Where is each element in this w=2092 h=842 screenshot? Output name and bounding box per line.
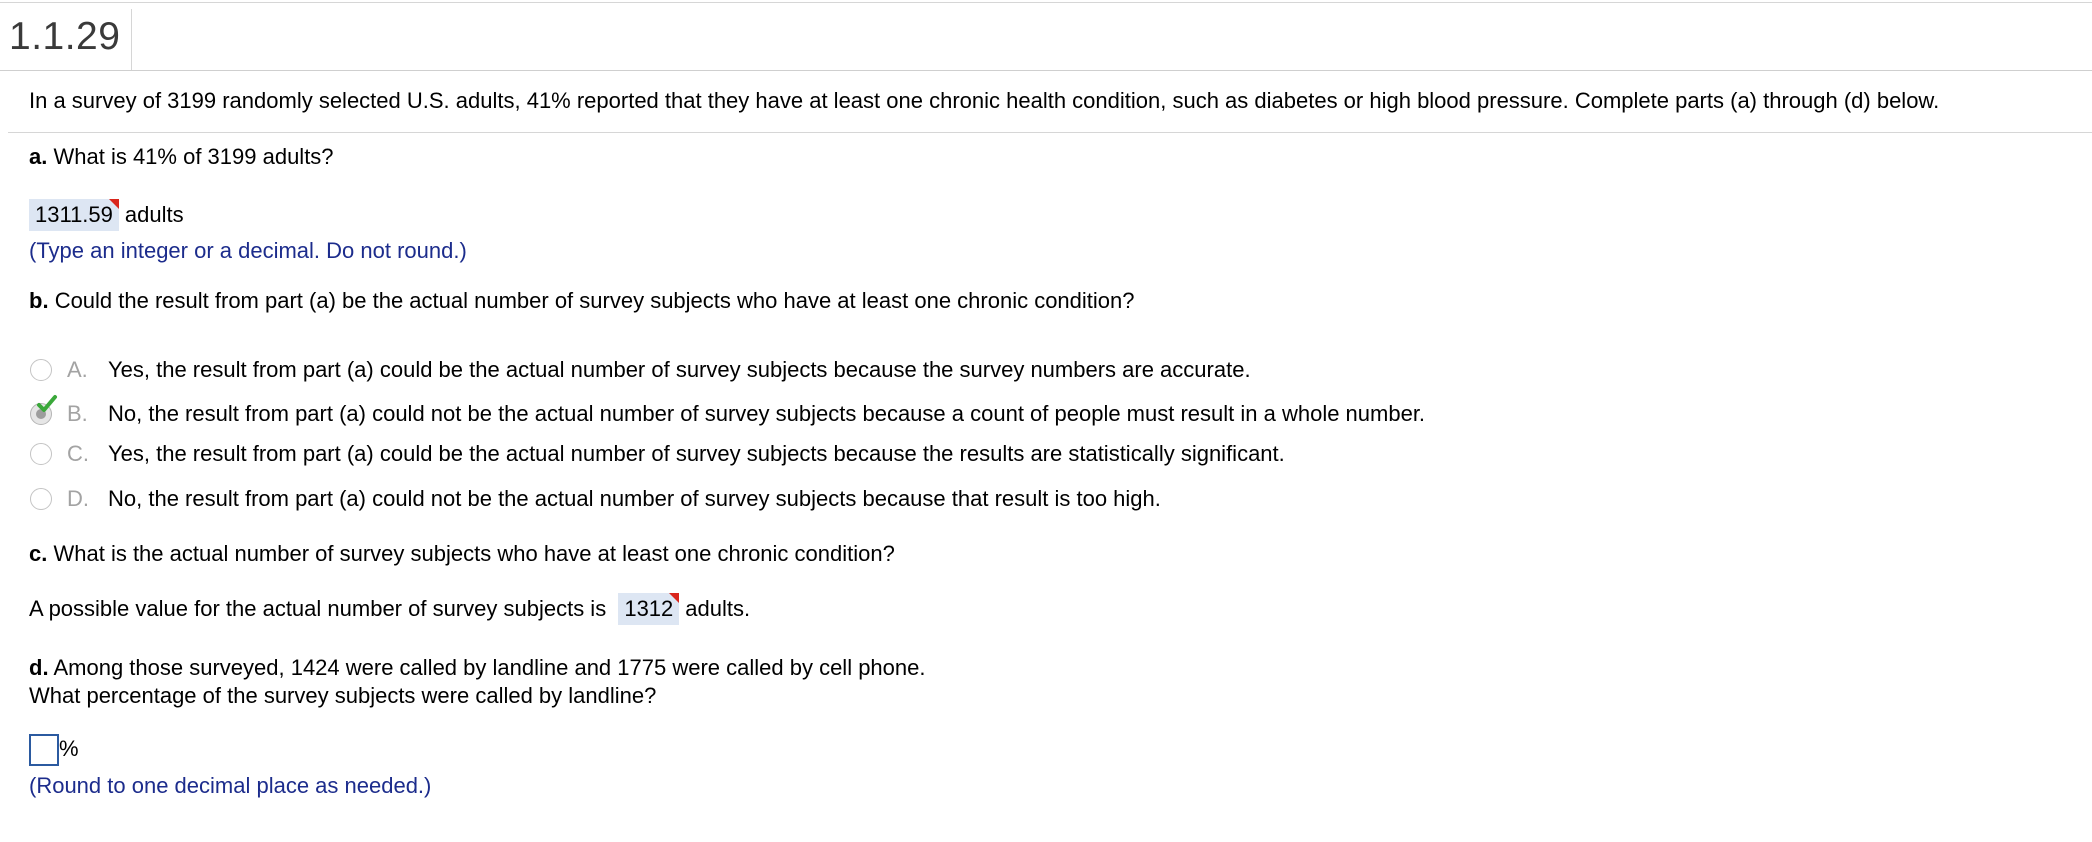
part-d-answer-unit: % xyxy=(59,735,79,761)
stem-divider xyxy=(8,132,2092,133)
part-d-hint: (Round to one decimal place as needed.) xyxy=(29,773,432,798)
choice-d-letter: D. xyxy=(67,486,89,511)
choice-a-radio[interactable] xyxy=(30,359,52,381)
part-a-hint: (Type an integer or a decimal. Do not round.) xyxy=(29,238,467,263)
part-d-answer-input[interactable] xyxy=(29,734,59,766)
part-d-question-line2: What percentage of the survey subjects were called by landline? xyxy=(29,683,657,708)
choice-a-letter: A. xyxy=(67,357,88,382)
choice-a-text: Yes, the result from part (a) could be the actual number of survey subjects because the survey numbers are accurate. xyxy=(108,357,1251,382)
question-number: 1.1.29 xyxy=(9,15,121,58)
part-d-question xyxy=(29,655,925,681)
part-c-sentence-prefix: A possible value for the actual number of survey subjects is xyxy=(29,596,607,621)
part-a-answer-unit: adults xyxy=(124,202,184,227)
choice-c-letter: C. xyxy=(67,441,89,466)
part-b-question-text: Could the result from part (a) be the actual number of survey subjects who have at least one chronic condition? xyxy=(54,288,1135,313)
part-a-question-text: What is 41% of 3199 adults? xyxy=(53,144,334,169)
part-a-question xyxy=(29,144,334,170)
part-c-question-text: What is the actual number of survey subjects who have at least one chronic condition? xyxy=(53,541,895,566)
question-header xyxy=(0,3,2092,71)
choice-c-text: Yes, the result from part (a) could be the actual number of survey subjects because the results are statistically significant. xyxy=(108,441,1285,466)
part-c-label: c. xyxy=(29,541,48,566)
part-c-answer-row xyxy=(29,593,750,625)
part-c-answer-value: 1312 xyxy=(624,596,674,621)
part-c-sentence-suffix: adults. xyxy=(685,596,751,621)
part-c-question xyxy=(29,541,895,567)
flag-corner-icon xyxy=(669,593,679,603)
checkmark-icon xyxy=(36,393,58,415)
part-a-answer-value: 1311.59 xyxy=(35,202,113,227)
choice-b-text: No, the result from part (a) could not be the actual number of survey subjects because a count of people must result in a whole number. xyxy=(108,401,1426,426)
part-c-answer-field[interactable] xyxy=(618,593,679,625)
part-d-question-line1: Among those surveyed, 1424 were called by landline and 1775 were called by cell phone. xyxy=(53,655,926,680)
choice-d-radio[interactable] xyxy=(30,488,52,510)
flag-corner-icon xyxy=(109,199,119,209)
choice-b-letter: B. xyxy=(67,401,88,426)
part-b-question xyxy=(29,288,1135,314)
choice-d-text: No, the result from part (a) could not be the actual number of survey subjects because that result is too high. xyxy=(108,486,1161,511)
part-a-answer-field[interactable] xyxy=(29,199,119,231)
question-stem: In a survey of 3199 randomly selected U.S. adults, 41% reported that they have at least one chronic health condition, such as diabetes or high blood pressure. Complete parts (a) through (d) below. xyxy=(29,88,1940,113)
header-divider xyxy=(131,9,132,70)
part-a-answer-row xyxy=(29,199,184,231)
part-d-label: d. xyxy=(29,655,49,680)
part-a-label: a. xyxy=(29,144,48,169)
part-b-label: b. xyxy=(29,288,49,313)
choice-c-radio[interactable] xyxy=(30,443,52,465)
part-d-answer-row xyxy=(29,734,79,766)
